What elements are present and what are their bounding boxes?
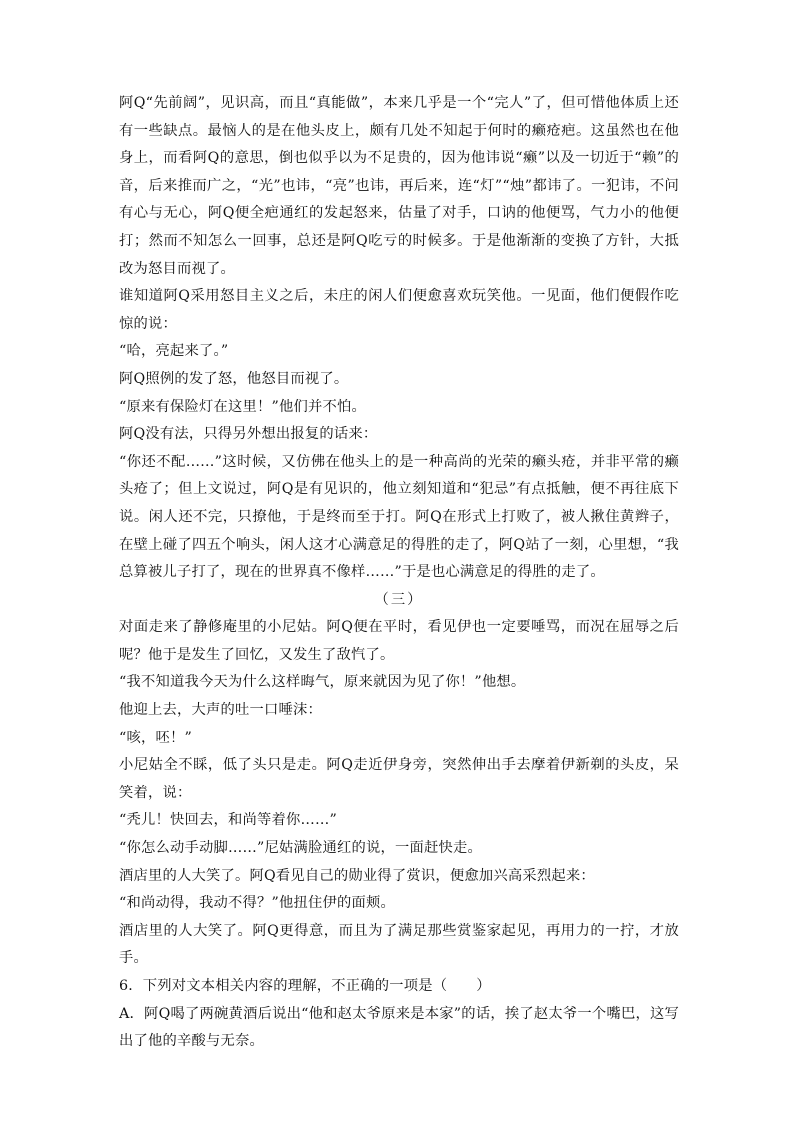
dialogue-line: “我不知道我今天为什么这样晦气，原来就因为见了你！”他想。 (119, 674, 526, 691)
paragraph: 阿Q“先前阔”，见识高，而且“真能做”，本来几乎是一个“完人”了，但可惜他体质上还有一些缺点。最恼人的是在他头皮上，颇有几处不知起于何时的癞疮疤。这虽然也在他身上，而看阿Q的意思，倒也似乎以为不足贵的，因为他讳说“癞”以及一切近于“赖”的音，后来推而广之，“光”也讳，“亮”也讳，再后来，连“灯”“烛”都讳了。一犯讳，不问有心与无心，阿Q便全疤通红的发起怒来，估量了对手，口讷的他便骂，气力小的他便打；然而不知怎么一回事，总还是阿Q吃亏的时候多。于是他渐渐的变换了方针，大抵改为怒目而视了。 (119, 95, 679, 277)
dialogue-line: “原来有保险灯在这里！”他们并不怕。 (119, 398, 366, 415)
dialogue-line: “秃儿！快回去，和尚等着你……” (119, 812, 337, 829)
paragraph: 对面走来了静修庵里的小尼姑。阿Q便在平时，看见伊也一定要唾骂，而况在屈辱之后呢？他于是发生了回忆，又发生了敌忾了。 (119, 619, 679, 663)
dialogue-line: “咳，呸！” (119, 729, 193, 746)
paragraph: 酒店里的人大笑了。阿Q更得意，而且为了满足那些赏鉴家起见，再用力的一拧，才放手。 (119, 922, 679, 967)
answer-option-a: A．阿Q喝了两碗黄酒后说出“他和赵太爷原来是本家”的话，挨了赵太爷一个嘴巴，这写出了他的辛酸与无奈。 (119, 1005, 679, 1050)
paragraph: “你还不配……”这时候，又仿佛在他头上的是一种高尚的光荣的癞头疮，并非平常的癞头疮了；但上文说过，阿Q是有见识的，他立刻知道和“犯忌”有点抵触，便不再往底下说。闲人还不完，只撩他，于是终而至于打。阿Q在形式上打败了，被人揪住黄辫子，在壁上碰了四五个响头，闲人这才心满意足的得胜的走了，阿Q站了一刻，心里想，“我总算被儿子打了，现在的世界真不像样……”于是也心满意足的得胜的走了。 (119, 453, 679, 581)
question-stem: 6．下列对文本相关内容的理解，不正确的一项是（ ） (119, 978, 491, 994)
paragraph: 酒店里的人大笑了。阿Q看见自己的勋业得了赏识，便愈加兴高采烈起来： (119, 867, 595, 884)
dialogue-line: “你怎么动手动脚……”尼姑满脸通红的说，一面赶快走。 (119, 840, 482, 857)
paragraph: 谁知道阿Q采用怒目主义之后，未庄的闲人们便愈喜欢玩笑他。一见面，他们便假作吃惊的说： (119, 288, 679, 332)
dialogue-line: “哈，亮起来了。” (119, 343, 229, 360)
paragraph: 阿Q没有法，只得另外想出报复的话来： (119, 426, 378, 443)
paragraph: 阿Q照例的发了怒，他怒目而视了。 (119, 370, 349, 387)
paragraph: 小尼姑全不睬，低了头只是走。阿Q走近伊身旁，突然伸出手去摩着伊新剃的头皮，呆笑着，说： (119, 757, 679, 801)
document-body (119, 90, 679, 1056)
dialogue-line: “和尚动得，我动不得？”他扭住伊的面颊。 (119, 895, 395, 912)
paragraph: 他迎上去，大声的吐一口唾沫： (119, 702, 322, 719)
section-heading: （三） (374, 591, 424, 608)
